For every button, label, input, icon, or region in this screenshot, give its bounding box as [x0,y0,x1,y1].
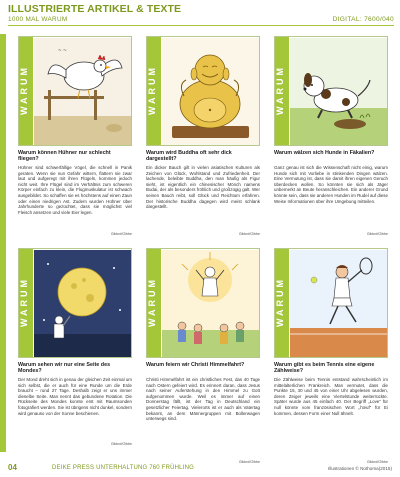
article-title: Warum wälzen sich Hunde in Fäkalien? [274,150,375,156]
warum-label: WARUM [275,277,285,327]
illustration-frame [274,248,388,358]
buddha-illustration [162,38,259,145]
ascension-illustration [162,250,259,357]
article-title: Warum feiern wir Christi Himmelfahrt? [146,362,245,368]
page-header [8,3,394,31]
article-body: Christi Himmelfahrt ist ein christliches Fest, das 40 Tage nach Ostern gefeiert wird. Es erinnert daran, dass Jesus nach seiner Auferstehung in den Himmel zu Gott aufgenommen wurde. Weil es immer auf einen Donnerstag fällt, ist der Tag in Deutschland ein gesetzlicher Feiertag. Vielerorts ist er auch als Vatertag bekannt, an dem Männergruppen mit Bollerwagen unterwegs sind. [146,377,260,422]
illustration-frame [18,248,132,358]
illustration-frame [146,248,260,358]
article-body: Hühner sind schwerfällige Vögel, die schnell in Panik geraten. Wenn sie nun Gefahr wittern, flattern sie zwar laut und aufgeregt mit ihren Flügeln, kommen jedoch nicht weit. Ihre Flügel sind im Verhältnis zum schweren Körper einfach zu klein, die Flugmuskulatur ist schwach ausgebildet. So schaffen sie es höchstens auf einen Zaun oder einen niedrigen Ast. Zudem wurden Hühner über Jahrhunderte so gezüchtet, dass sie möglichst viel Fleisch ansetzen und viele Eier legen. [18,165,132,215]
warum-band [275,249,289,358]
article-credit: Gibkrd/Gibbe [366,232,388,236]
digital-code: DIGITAL: 7600/040 [332,16,394,23]
warum-band [19,249,33,358]
warum-label: WARUM [19,65,29,115]
chicken-illustration [34,38,131,145]
publisher-line: DEIKE PRESS UNTERHALTUNG 760 FRÜHLING [52,465,194,471]
warum-label: WARUM [275,65,285,115]
article-credit: Gibkrd/Gibbe [238,232,260,236]
warum-band [147,249,161,358]
page-subtitle: 1000 MAL WARUM [8,16,68,23]
dog-illustration [290,38,387,145]
copyright-note: Illustrationen © Nothoma(2015) [328,466,392,471]
article-credit: Gibkrd/Gibbe [110,442,132,446]
illustration-frame [18,36,132,146]
svg-text:~ ~: ~ ~ [58,48,67,54]
illustration-frame [274,36,388,146]
warum-band [147,37,161,146]
article-body: Ein dicker Bauch gilt in vielen asiatischen Kulturen als Zeichen von Glück, Wohlstand und Zufriedenheit. Der lachende, beleibte Buddha, den man häufig als Figur sieht, ist eigentlich ein chinesischer Mönch namens Budai, der als besonders fröhlich und großzügig galt. Wer seinen Bauch reibt, soll Glück und Reichtum erfahren. Der historische Buddha dagegen wird meist schlank dargestellt. [146,165,260,210]
header-rule [8,25,394,26]
left-accent-bar [0,34,6,452]
article-body: Die Zählweise beim Tennis entstand wahrscheinlich im mittelalterlichen Frankreich. Man vermutet, dass die Punkte 15, 30 und 45 von einer Uhr abgelesen wurden, deren Zeiger jeweils eine Viertelstunde weiterrückte. Später wurde aus 45 einfach 40. Der Begriff „Love“ für null könnte vom französischen Wort „l’œuf“ für Ei kommen, dessen Form einer Null ähnelt. [274,377,388,416]
article-body: Ganz genau ist sich die Wissenschaft nicht einig, warum Hunde sich mit Vorliebe in stinkenden Dingen wälzen. Eine Vermutung ist, dass sie damit ihren eigenen Geruch überdecken wollen. So könnten sie sich als Jäger unbemerkt an Beute heranschleichen. Ein anderer Grund könnte sein, dass sie anderen Hunden im Rudel auf diese Weise Informationen über ihre Umgebung mitteilen. [274,165,388,204]
page-title: ILLUSTRIERTE ARTIKEL & TEXTE [8,3,182,15]
article-body: Der Mond dreht sich in genau der gleichen Zeit einmal um sich selbst, die er auch für eine Runde um die Erde braucht – rund 27 Tage. Deshalb zeigt er uns immer dieselbe Seite. Man nennt das gebundene Rotation. Die Rückseite des Mondes konnte erst mit Raumsonden fotografiert werden. Sie ist übrigens nicht dunkel, sondern wird genauso von der Sonne beschienen. [18,377,132,416]
article-title: Warum wird Buddha oft sehr dick dargestellt? [146,150,232,163]
warum-band [19,37,33,146]
warum-label: WARUM [147,277,157,327]
warum-label: WARUM [147,65,157,115]
article-credit: Gibkrd/Gibbe [238,460,260,464]
page-footer [0,459,400,477]
article-credit: Gibkrd/Gibbe [366,460,388,464]
illustration-frame [146,36,260,146]
article-title: Warum sehen wir nur eine Seite des Mondes? [18,362,111,375]
warum-band [275,37,289,146]
tennis-illustration [290,250,387,357]
page-number: 04 [8,463,17,472]
article-title: Warum gibt es beim Tennis eine eigene Zählweise? [274,362,375,375]
article-title: Warum können Hühner nur schlecht fliegen? [18,150,111,163]
moon-illustration [34,250,131,357]
warum-label: WARUM [19,277,29,327]
article-credit: Gibkrd/Gibbe [110,232,132,236]
